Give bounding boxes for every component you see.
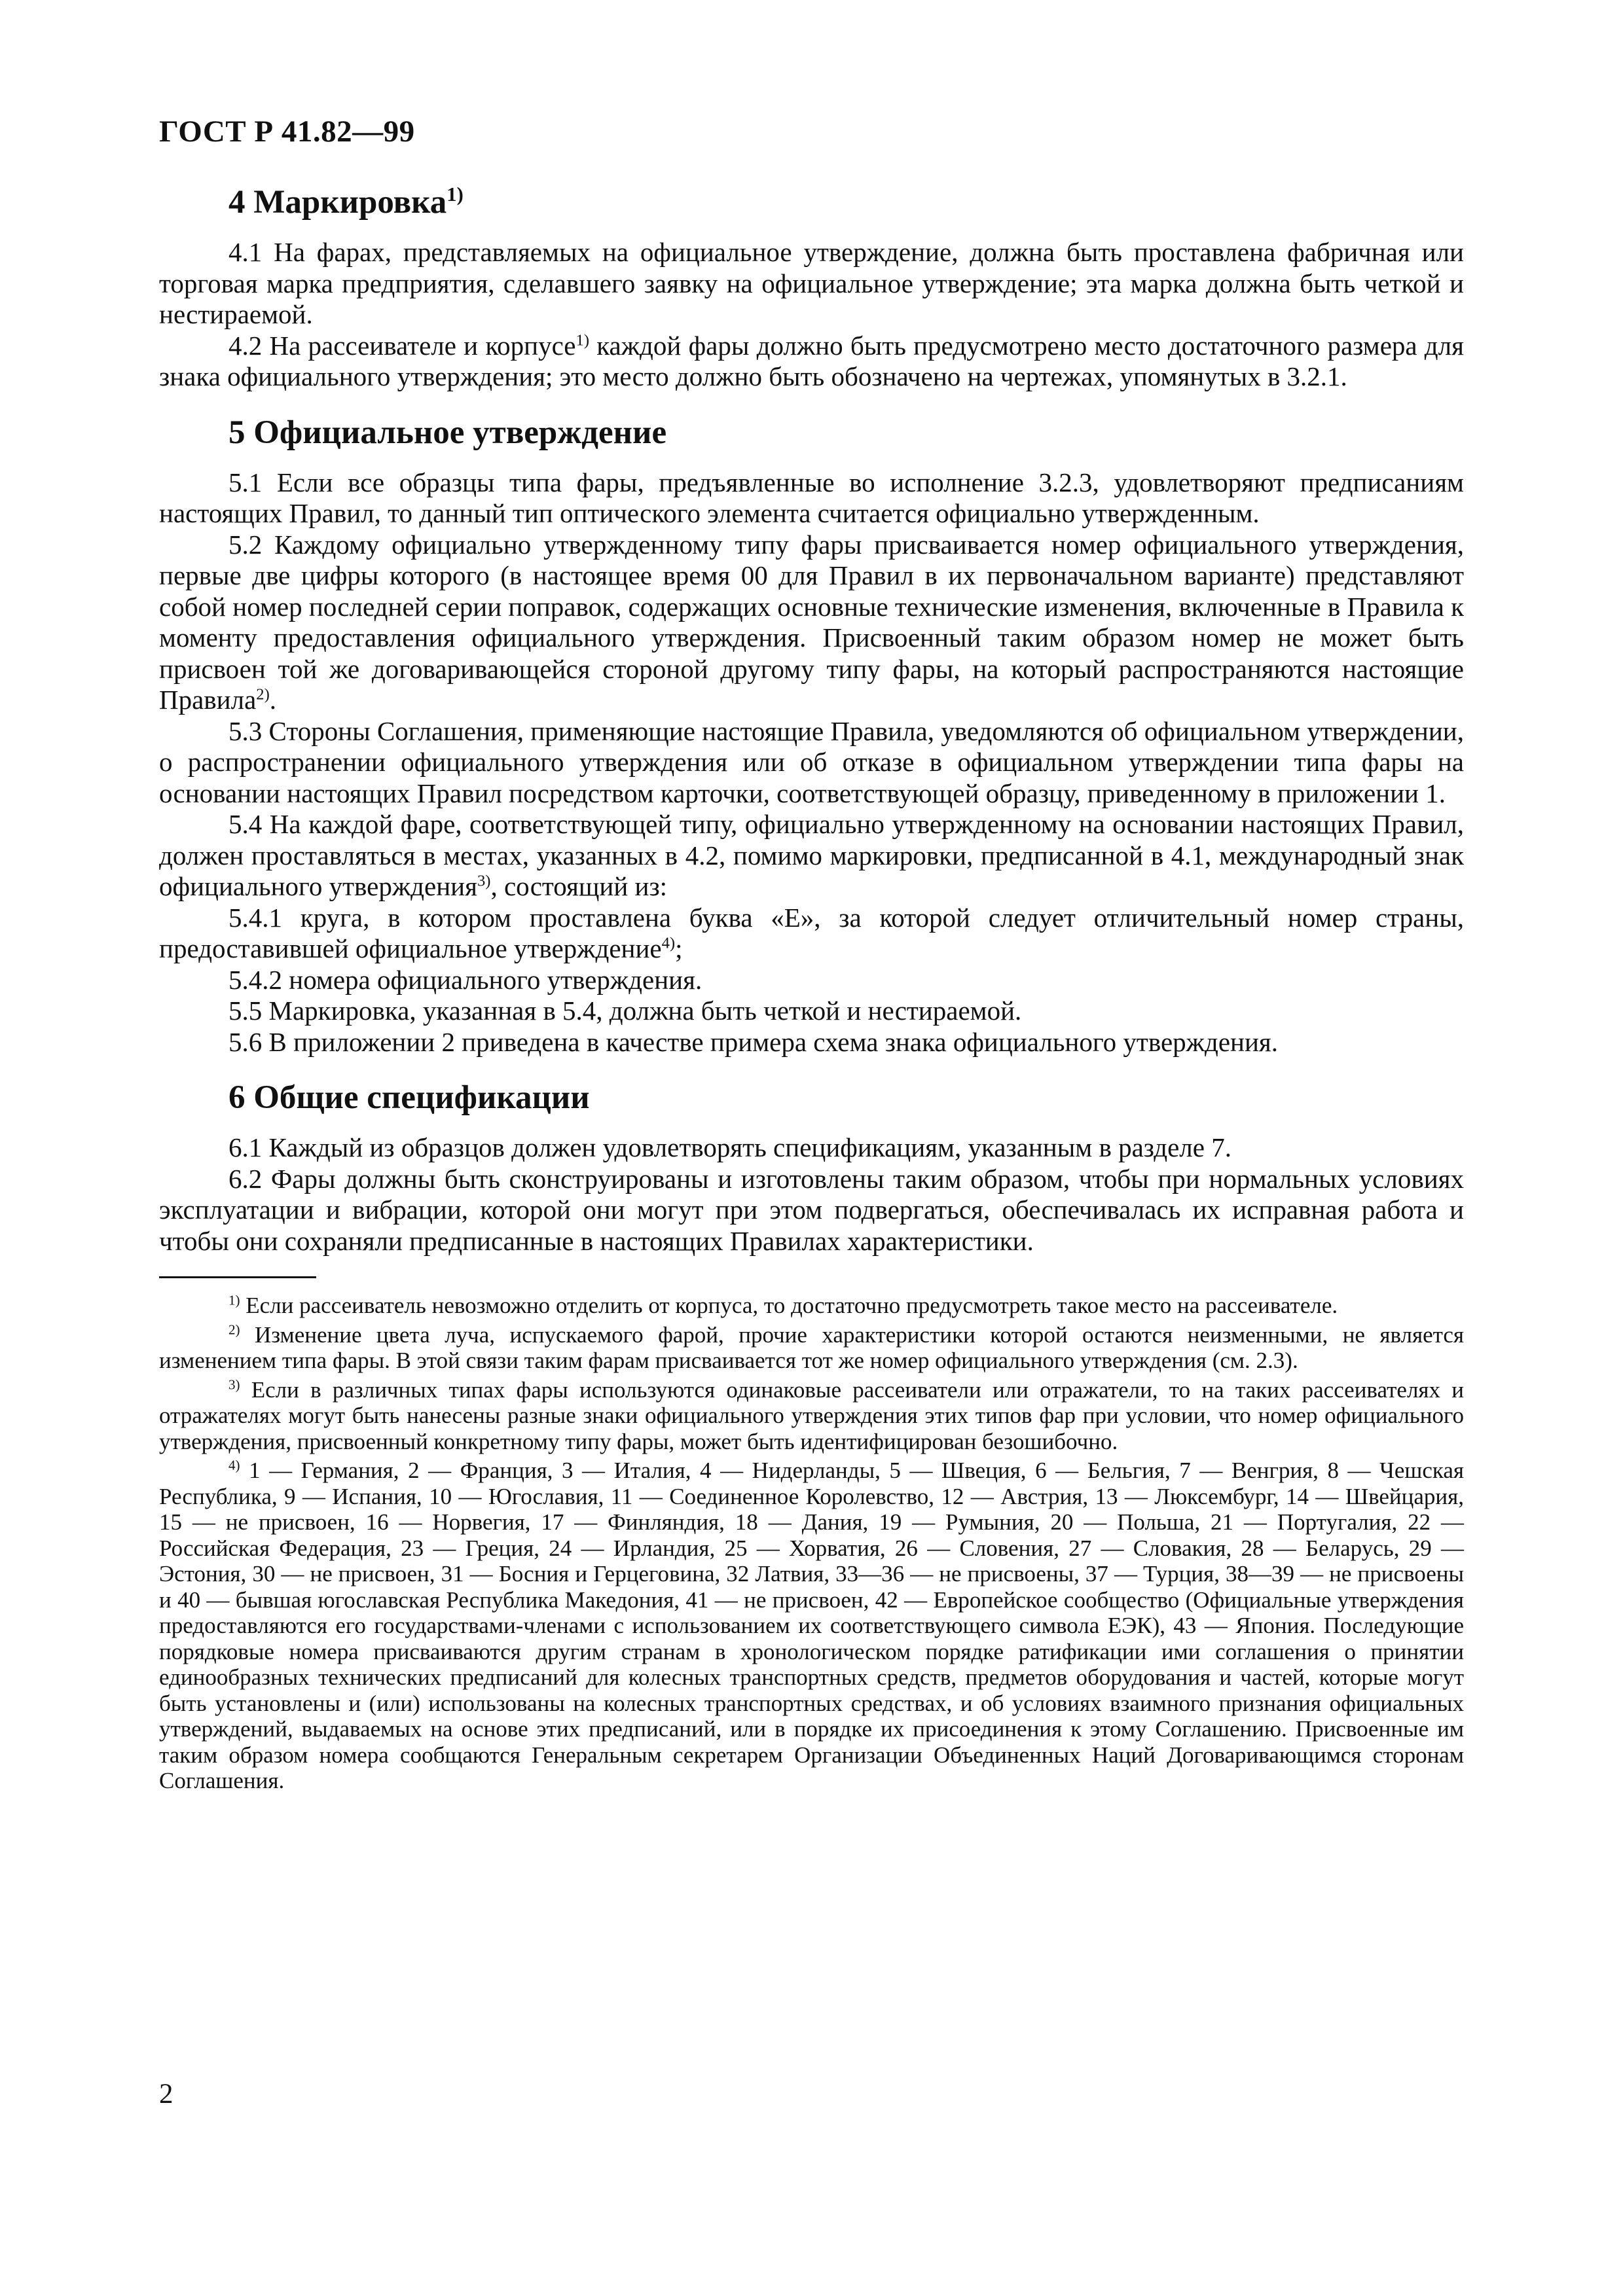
- footnote-ref: 4): [661, 934, 676, 952]
- document-code: ГОСТ Р 41.82—99: [159, 115, 415, 149]
- paragraph-5-6: [159, 1027, 1464, 1058]
- paragraph-text: , состоящий из:: [490, 871, 668, 901]
- page-content: [159, 182, 1464, 1797]
- section-title: 5 Официальное утверждение: [228, 414, 667, 451]
- section-5: [159, 412, 1464, 1058]
- footnote-mark: 2): [228, 1321, 240, 1337]
- paragraph-6-1: [159, 1132, 1464, 1164]
- section-title: 6 Общие спецификации: [228, 1079, 590, 1116]
- section-4: [159, 182, 1464, 393]
- section-title: 4 Маркировка: [228, 184, 447, 221]
- footnote-ref: 1): [447, 183, 464, 206]
- paragraph-text: 6.2 Фары должны быть сконструированы и изготовлены таким образом, чтобы при нормальных условиях эксплуатации и вибрации, которой они могут при этом подвергаться, обеспечивалась их исправная работа и чтобы они сохраняли предписанные в настоящих Правилах характеристики.: [159, 1163, 1464, 1256]
- footnote-text: Если рассеиватель невозможно отделить от корпуса, то достаточно предусмотреть такое место на рассеивателе.: [246, 1293, 1338, 1318]
- footnote-separator: [159, 1276, 316, 1278]
- paragraph-5-3: [159, 716, 1464, 810]
- paragraph-text: 5.5 Маркировка, указанная в 5.4, должна быть четкой и нестираемой.: [228, 996, 1022, 1026]
- footnote-2: [159, 1322, 1464, 1374]
- paragraph-text: 5.2 Каждому официально утвержденному типу фары присваивается номер официального утверждения, первые две цифры которого (в настоящее время 00 для Правил в их первоначальном варианте) представляют собой номер последней серии поправок, содержащих основные технические изменения, включенные в Правила к моменту предоставления официального утверждения. Присвоенный таким образом номер не может быть присвоен той же договаривающейся стороной другому типу фары, на который распространяются настоящие Правила: [159, 529, 1464, 715]
- paragraph-4-1: [159, 237, 1464, 331]
- paragraph-text: 5.6 В приложении 2 приведена в качестве примера схема знака официального утверждения.: [228, 1026, 1279, 1057]
- paragraph-text: каждой фары должно быть предусмотрено место достаточного размера для знака официального утверждения; это место должно быть обозначено на чертежах, упомянутых в 3.2.1.: [159, 330, 1464, 391]
- page-number: 2: [159, 2079, 173, 2109]
- paragraph-5-4-1: [159, 903, 1464, 965]
- paragraph-5-4-2: [159, 965, 1464, 996]
- section-6: [159, 1077, 1464, 1257]
- paragraph-4-2: [159, 331, 1464, 393]
- footnote-mark: 3): [228, 1376, 240, 1392]
- paragraph-text: 4.1 На фарах, представляемых на официальное утверждение, должна быть проставлена фабричная или торговая марка предприятия, сделавшего заявку на официальное утверждение; эта марка должна быть четкой и нестираемой.: [159, 237, 1464, 329]
- paragraph-6-2: [159, 1164, 1464, 1257]
- paragraph-text: 5.4.2 номера официального утверждения.: [228, 964, 702, 995]
- paragraph-text: 5.1 Если все образцы типа фары, предъявленные во исполнение 3.2.3, удовлетворяют предписаниям настоящих Правил, то данный тип оптического элемента считается официально утвержденным.: [159, 467, 1464, 528]
- footnote-text: Изменение цвета луча, испускаемого фарой, прочие характеристики которой остаются неизменными, не является изменением типа фары. В этой связи таким фарам присваивается тот же номер официального утверждения (см. 2.3).: [159, 1321, 1464, 1373]
- paragraph-text: 4.2 На рассеивателе и корпусе: [228, 330, 576, 361]
- paragraph-text: ;: [675, 933, 683, 963]
- section-heading: [159, 412, 1464, 453]
- paragraph-text: .: [269, 685, 277, 715]
- section-heading: [159, 182, 1464, 223]
- paragraph-5-4: [159, 809, 1464, 903]
- footnote-mark: 1): [228, 1292, 240, 1308]
- paragraph-text: 5.4.1 круга, в котором проставлена буква «Е», за которой следует отличительный номер страны, предоставившей официальное утверждение: [159, 902, 1464, 963]
- paragraph-text: 6.1 Каждый из образцов должен удовлетворять спецификациям, указанным в разделе 7.: [228, 1132, 1231, 1162]
- paragraph-5-5: [159, 996, 1464, 1027]
- section-heading: [159, 1077, 1464, 1118]
- footnote-text: Если в различных типах фары используются одинаковые рассеиватели или отражатели, то на таких рассеивателях и отражателях могут быть нанесены разные знаки официального утверждения этих типов фар при условии, что номер официального утверждения, присвоенный конкретному типу фары, может быть идентифицирован безошибочно.: [159, 1376, 1464, 1454]
- footnote-ref: 1): [575, 331, 590, 349]
- footnote-ref: 2): [256, 685, 270, 704]
- paragraph-text: 5.4 На каждой фаре, соответствующей типу, официально утвержденному на основании настоящих Правил, должен проставляться в местах, указанных в 4.2, помимо маркировки, предписанной в 4.1, международный знак официального утверждения: [159, 809, 1464, 901]
- footnote-text: 1 — Германия, 2 — Франция, 3 — Италия, 4 — Нидерланды, 5 — Швеция, 6 — Бельгия, 7 — Венгрия, 8 — Чешская Республика, 9 — Испания, 10 — Югославия, 11 — Соединенное Королевство, 12 — Австрия, 13 — Люксембург, 14 — Швейцария, 15 — не присвоен, 16 — Норвегия, 17 — Финляндия, 18 — Дания, 19 — Румыния, 20 — Польша, 21 — Португалия, 22 — Российская Федерация, 23 — Греция, 24 — Ирландия, 25 — Хорватия, 26 — Словения, 27 — Словакия, 28 — Беларусь, 29 — Эстония, 30 — не присвоен, 31 — Босния и Герцеговина, 32 Латвия, 33—36 — не присвоены, 37 — Турция, 38—39 — не присвоены и 40 — бывшая югославская Республика Македония, 41 — не присвоен, 42 — Европейское сообщество (Официальные утверждения предоставляются его государствами-членами с использованием их соответствующего символа ЕЭК), 43 — Япония. Последующие порядковые номера присваиваются другим странам в хронологическом порядке ратификации ими соглашения о принятии единообразных технических предписаний для колесных транспортных средств, предметов оборудования и частей, которые могут быть установлены и (или) использованы на колесных транспортных средствах, и об условиях взаимного признания официальных утверждений, выдаваемых на основе этих предписаний, или в порядке их присоединения к этому Соглашению. Присвоенные им таким образом номера сообщаются Генеральным секретарем Организации Объединенных Наций Договаривающимся сторонам Соглашения.: [159, 1458, 1464, 1793]
- footnote-mark: 4): [228, 1457, 240, 1473]
- footnote-3: [159, 1377, 1464, 1455]
- footnote-1: [159, 1293, 1464, 1319]
- paragraph-text: 5.3 Стороны Соглашения, применяющие настоящие Правила, уведомляются об официальном утверждении, о распространении официального утверждения или об отказе в официальном утверждении типа фары на основании настоящих Правил посредством карточки, соответствующей образцу, приведенному в приложении 1.: [159, 715, 1464, 808]
- footnote-4: [159, 1458, 1464, 1794]
- footnote-ref: 3): [477, 872, 491, 890]
- footnotes: [159, 1293, 1464, 1794]
- paragraph-5-1: [159, 467, 1464, 529]
- paragraph-5-2: [159, 529, 1464, 716]
